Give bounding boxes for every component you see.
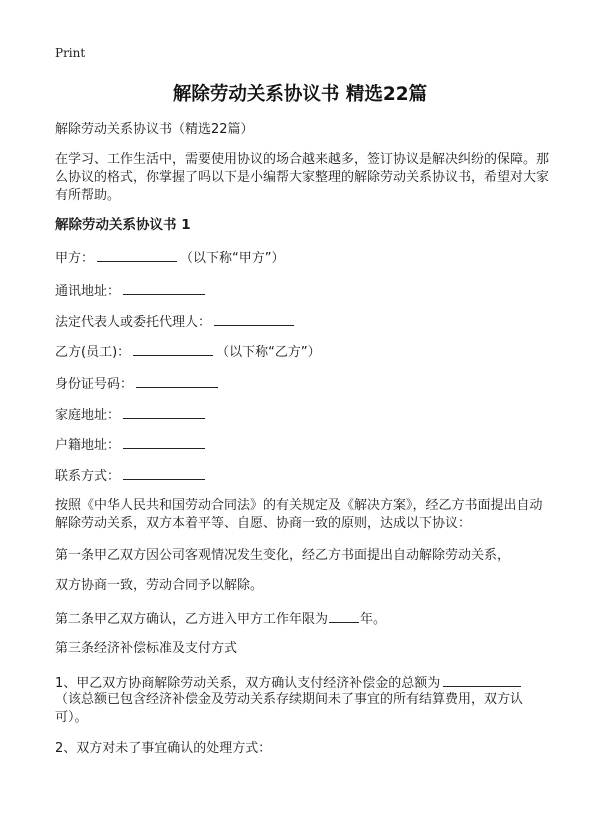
id-number-blank <box>136 374 218 388</box>
party-b-suffix: （以下称“乙方”） <box>216 345 321 360</box>
party-b-blank <box>133 342 213 356</box>
item-1-continued: （该总额已包含经济补偿金及劳动关系存续期间未了事宜的所有结算费用，双方认可）。 <box>55 692 524 725</box>
party-a-suffix: （以下称“甲方”） <box>180 251 285 266</box>
party-b-label: 乙方(员工)： <box>55 345 131 360</box>
work-years-blank <box>329 609 359 623</box>
address-label: 通讯地址： <box>55 284 121 299</box>
article-2-text: 第二条甲乙双方确认，乙方进入甲方工作年限为 <box>55 612 329 627</box>
article-1: 第一条甲乙双方因公司客观情况发生变化，经乙方书面提出自动解除劳动关系， <box>55 548 511 563</box>
party-a-blank <box>97 248 177 262</box>
article-3: 第三条经济补偿标准及支付方式 <box>55 641 238 656</box>
legal-rep-blank <box>214 312 294 326</box>
document-title: 解除劳动关系协议书 精选22篇 <box>172 84 428 105</box>
legal-rep-field <box>55 312 297 332</box>
hukou-address-label: 户籍地址： <box>55 438 121 453</box>
compensation-total-blank <box>443 673 521 687</box>
item-1-text: 1、甲乙双方协商解除劳动关系，双方确认支付经济补偿金的总额为 <box>55 676 441 691</box>
contact-field <box>55 466 208 486</box>
document-subtitle: 解除劳动关系协议书（精选22篇） <box>55 122 254 137</box>
legal-rep-label: 法定代表人或委托代理人： <box>55 315 212 330</box>
hukou-address-field <box>55 435 208 455</box>
hukou-address-blank <box>123 435 205 449</box>
party-b-field <box>55 342 321 362</box>
id-number-label: 身份证号码： <box>55 377 134 392</box>
print-link[interactable]: Print <box>55 46 86 60</box>
party-a-field <box>55 248 285 268</box>
article-2-suffix: 年。 <box>360 612 387 627</box>
article-2 <box>55 609 386 629</box>
preamble-paragraph: 按照《中华人民共和国劳动合同法》的有关规定及《解决方案》，经乙方书面提出自动解除劳动关系，双方本着平等、自愿、协商一致的原则，达成以下协议： <box>55 498 543 531</box>
id-number-field <box>55 374 221 394</box>
intro-paragraph: 在学习、工作生活中，需要使用协议的场合越来越多，签订协议是解决纠纷的保障。那么协议的格式，你掌握了吗以下是小编帮大家整理的解除劳动关系协议书，希望对大家有所帮助。 <box>55 152 550 203</box>
contact-label: 联系方式： <box>55 469 121 484</box>
home-address-label: 家庭地址： <box>55 408 121 423</box>
home-address-blank <box>123 405 205 419</box>
address-field <box>55 281 208 301</box>
item-2: 2、双方对未了事宜确认的处理方式： <box>55 741 272 756</box>
address-blank <box>123 281 205 295</box>
article-1-continued: 双方协商一致，劳动合同予以解除。 <box>55 578 264 593</box>
home-address-field <box>55 405 208 425</box>
section-heading: 解除劳动关系协议书 1 <box>55 217 191 233</box>
party-a-label: 甲方： <box>55 251 95 266</box>
contact-blank <box>123 466 205 480</box>
item-1 <box>55 673 524 693</box>
